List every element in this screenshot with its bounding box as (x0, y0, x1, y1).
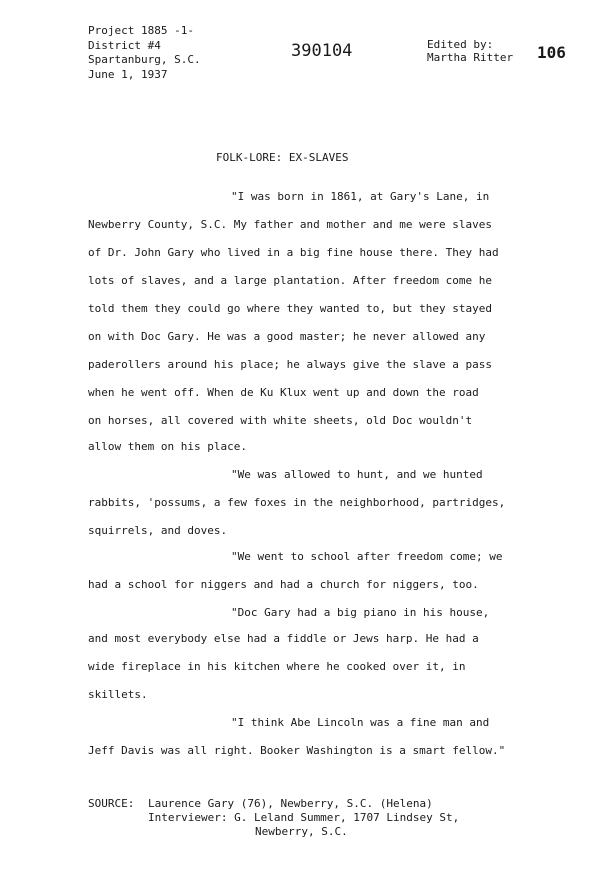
document-number: 390104 (291, 41, 353, 61)
body-line: allow them on his place. (88, 440, 247, 453)
body-line: wide fireplace in his kitchen where he cooked over it, in (88, 660, 466, 673)
body-line: "I think Abe Lincoln was a fine man and (231, 716, 490, 729)
page-title: FOLK-LORE: EX-SLAVES (216, 151, 349, 164)
project-line: Project 1885 -1- (88, 24, 194, 37)
district-line: District #4 (88, 38, 161, 52)
source-block (88, 797, 459, 839)
body-line: Jeff Davis was all right. Booker Washington is a smart fellow." (88, 744, 506, 757)
body-line: and most everybody else had a fiddle or Jews harp. He had a (88, 632, 479, 645)
source-informant-line (88, 797, 459, 811)
body-line: had a school for niggers and had a church for niggers, too. (88, 578, 479, 591)
edited-by-label: Edited by: (427, 38, 494, 51)
edited-by (427, 38, 513, 64)
body-line: skillets. (88, 688, 148, 701)
body-line: "We went to school after freedom come; we (231, 550, 503, 563)
body-line: of Dr. John Gary who lived in a big fine house there. They had (88, 246, 499, 259)
page-number: 106 (537, 43, 566, 62)
location-line: Spartanburg, S.C. (88, 53, 201, 66)
source-interviewer: Interviewer: G. Leland Summer, 1707 Lindsey St, (148, 811, 460, 824)
source-label: SOURCE: (88, 797, 135, 810)
body-line: told them they could go where they wanted to, but they stayed (88, 302, 492, 315)
body-line: on with Doc Gary. He was a good master; he never allowed any (88, 330, 486, 343)
body-line: rabbits, 'possums, a few foxes in the neighborhood, partridges, (88, 496, 506, 509)
body-line: when he went off. When de Ku Klux went up and down the road (88, 386, 479, 399)
body-line: "Doc Gary had a big piano in his house, (231, 606, 490, 619)
body-line: on horses, all covered with white sheets, old Doc wouldn't (88, 414, 473, 427)
body-line: Newberry County, S.C. My father and mother and me were slaves (88, 218, 492, 231)
date-line: June 1, 1937 (88, 67, 168, 81)
header-info (88, 24, 201, 82)
body-line: "We was allowed to hunt, and we hunted (231, 468, 483, 481)
body-line: lots of slaves, and a large plantation. After freedom come he (88, 274, 492, 287)
body-line: "I was born in 1861, at Gary's Lane, in (231, 190, 490, 203)
editor-name: Martha Ritter (427, 51, 514, 64)
body-line: paderollers around his place; he always give the slave a pass (88, 358, 492, 371)
source-informant: Laurence Gary (76), Newberry, S.C. (Helena) (148, 797, 433, 810)
body-line: squirrels, and doves. (88, 524, 228, 537)
source-interviewer-city: Newberry, S.C. (255, 825, 348, 838)
